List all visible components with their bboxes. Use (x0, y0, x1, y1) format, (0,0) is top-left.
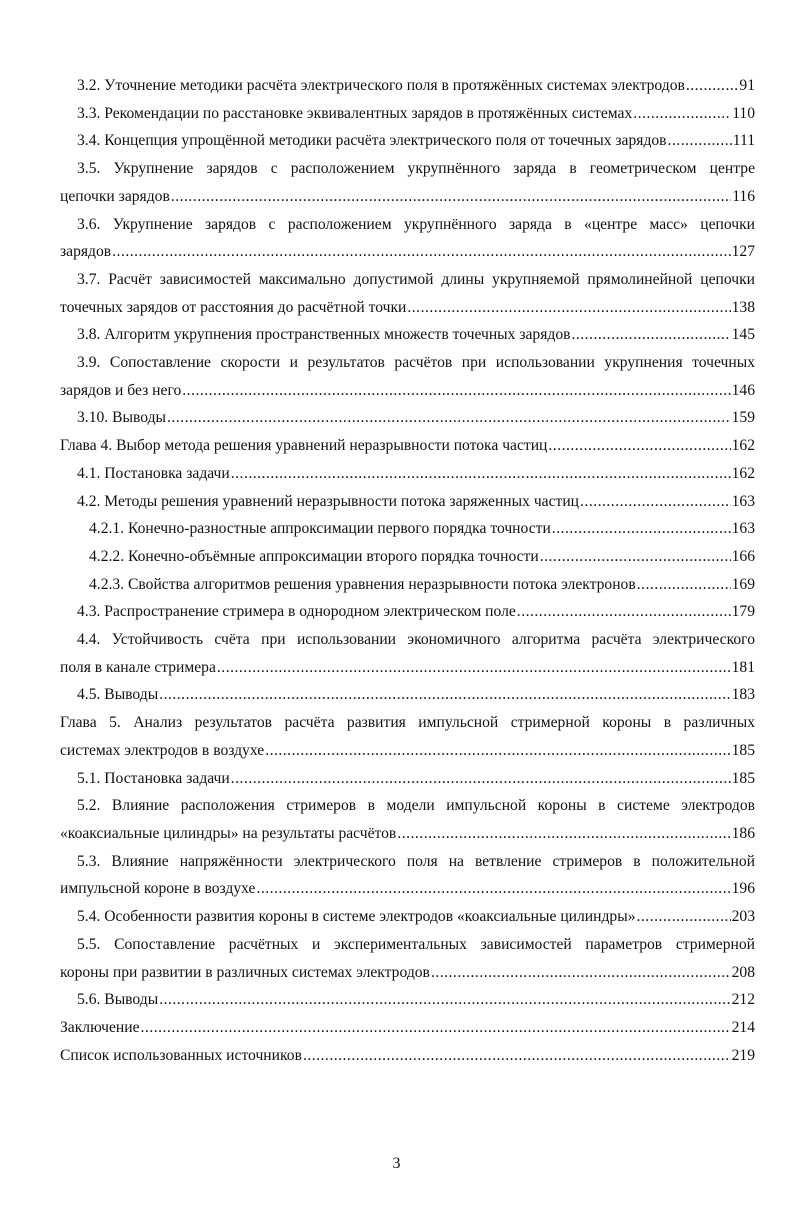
toc-entry-title-continuation: импульсной короне в воздухе (60, 880, 256, 898)
toc-entry-title-line: 5.3. Влияние напряжённости электрического поля на ветвление стримеров в положительной (77, 852, 755, 870)
toc-entry[interactable] (60, 903, 755, 931)
dot-leader (303, 1042, 731, 1070)
toc-entry[interactable] (60, 432, 755, 460)
toc-page-number: 214 (731, 1018, 755, 1036)
toc-entry-title: Заключение (60, 1018, 140, 1036)
toc-page-number: 181 (731, 658, 755, 676)
toc-entry[interactable] (60, 321, 755, 349)
toc-entry-title: 5.1. Постановка задачи (77, 769, 230, 787)
toc-entry-title: 4.1. Постановка задачи (77, 464, 230, 482)
dot-leader (159, 986, 730, 1014)
toc-page-number: 185 (731, 769, 755, 787)
toc-entry[interactable] (60, 488, 755, 516)
toc-page-number: 145 (731, 326, 755, 344)
dot-leader (231, 460, 731, 488)
toc-page-number: 203 (731, 908, 755, 926)
dot-leader (231, 765, 731, 793)
dot-leader (256, 875, 730, 903)
toc-entry-title-line: 3.9. Сопоставление скорости и результатов расчётов при использовании укрупнения точечных (77, 354, 755, 372)
dot-leader (668, 127, 732, 155)
dot-leader (141, 1014, 731, 1042)
toc-page-number: 162 (731, 437, 755, 455)
toc-page-number: 166 (731, 547, 755, 565)
dot-leader (571, 321, 730, 349)
toc-page-number: 212 (731, 991, 755, 1009)
toc-entry-title: 3.10. Выводы (77, 409, 166, 427)
toc-entry[interactable] (60, 515, 755, 543)
toc-page-number: 219 (731, 1046, 755, 1064)
toc-entry[interactable] (60, 681, 755, 709)
toc-entry[interactable] (60, 571, 755, 599)
dot-leader (686, 72, 739, 100)
toc-page-number: 208 (731, 963, 755, 981)
dot-leader (637, 571, 731, 599)
toc-entry-title: 3.2. Уточнение методики расчёта электрического поля в протяжённых системах электродов (77, 77, 685, 94)
toc-entry-title: Список использованных источников (60, 1046, 302, 1064)
toc-entry[interactable] (60, 349, 755, 404)
toc-entry[interactable] (60, 404, 755, 432)
toc-entry-title-continuation: поля в канале стримера (60, 658, 216, 676)
toc-entry[interactable] (60, 543, 755, 571)
dot-leader (431, 959, 731, 987)
dot-leader (407, 294, 730, 322)
toc-page-number: 116 (732, 187, 755, 205)
toc-page-number: 169 (731, 575, 755, 593)
toc-entry[interactable] (60, 211, 755, 266)
page-number: 3 (392, 1155, 401, 1172)
toc-entry[interactable] (60, 765, 755, 793)
toc-entry-title-continuation: точечных зарядов от расстояния до расчётной точки (60, 298, 407, 316)
toc-entry[interactable] (60, 100, 755, 128)
toc-entry-title: 4.2.2. Конечно-объёмные аппроксимации второго порядка точности (89, 547, 539, 565)
toc-entry-title: 4.5. Выводы (77, 686, 159, 704)
dot-leader (633, 100, 731, 128)
dot-leader (217, 654, 731, 682)
toc-entry-title: 3.4. Концепция упрощённой методики расчёта электрического поля от точечных зарядов (77, 132, 667, 150)
toc-page-number: 179 (731, 603, 755, 621)
dot-leader (167, 404, 731, 432)
toc-entry[interactable] (60, 266, 755, 321)
toc-entry-title-line (60, 238, 755, 266)
toc-entry-title-line (60, 377, 755, 405)
toc-entry[interactable] (60, 72, 755, 100)
toc-entry-title-continuation: цепочки зарядов (60, 187, 170, 205)
toc-entry-title: 5.6. Выводы (77, 991, 159, 1009)
toc-entry-title-line (60, 183, 755, 211)
toc-page-number: 183 (731, 686, 755, 704)
dot-leader (552, 515, 731, 543)
dot-leader (517, 598, 731, 626)
toc-entry-title-continuation: системах электродов в воздухе (60, 741, 265, 759)
toc-page-number: 110 (732, 104, 755, 122)
toc-entry-title-line: 5.2. Влияние расположения стримеров в модели импульсной короны в системе электродов (77, 797, 755, 815)
toc-entry-title: Глава 4. Выбор метода решения уравнений неразрывности потока частиц (60, 437, 548, 455)
dot-leader (171, 183, 731, 211)
toc-entry-title-line (60, 959, 755, 987)
toc-page-number: 146 (731, 381, 755, 399)
dot-leader (548, 432, 730, 460)
toc-entry[interactable] (60, 598, 755, 626)
toc-entry[interactable] (60, 848, 755, 903)
toc-entry-title-line (60, 875, 755, 903)
toc-page-number: 127 (731, 243, 755, 261)
toc-page-number: 186 (731, 824, 755, 842)
toc-page-number: 163 (731, 492, 755, 510)
toc-entry-title: 3.3. Рекомендации по расстановке эквивалентных зарядов в протяжённых системах (77, 104, 633, 122)
dot-leader (265, 737, 730, 765)
toc-entry-title-line: Глава 5. Анализ результатов расчёта развития импульсной стримерной короны в различных (60, 714, 755, 732)
toc-entry[interactable] (60, 626, 755, 681)
dot-leader (397, 820, 730, 848)
toc-entry-title: 4.2.1. Конечно-разностные аппроксимации первого порядка точности (89, 520, 551, 538)
toc-entry-title: 4.3. Распространение стримера в однородном электрическом поле (77, 603, 516, 621)
toc-entry-title-line (60, 737, 755, 765)
toc-page-number: 196 (731, 880, 755, 898)
toc-entry[interactable] (60, 460, 755, 488)
toc-entry-title: 4.2. Методы решения уравнений неразрывности потока заряженных частиц (77, 492, 580, 510)
toc-entry-title-continuation: зарядов и без него (60, 381, 182, 399)
toc-entry[interactable] (60, 155, 755, 210)
toc-page-number: 162 (731, 464, 755, 482)
toc-entry[interactable] (60, 1042, 755, 1070)
dot-leader (159, 681, 730, 709)
toc-entry-title-line (60, 294, 755, 322)
toc-entry-title-continuation: «коаксиальные цилиндры» на результаты расчётов (60, 824, 397, 842)
toc-entry-title-line: 5.5. Сопоставление расчётных и экспериментальных зависимостей параметров стримерной (77, 935, 755, 953)
toc-entry[interactable] (60, 1014, 755, 1042)
toc-entry[interactable] (60, 931, 755, 986)
toc-entry-title-continuation: зарядов (60, 243, 112, 261)
toc-entry-title-line: 3.6. Укрупнение зарядов с расположением укрупнённого заряда в «центре масс» цепочки (77, 215, 755, 233)
toc-page-number: 163 (731, 520, 755, 538)
toc-entry-title-line: 4.4. Устойчивость счёта при использовании экономичного алгоритма расчёта электрического (77, 631, 755, 649)
toc-entry-title: 3.8. Алгоритм укрупнения пространственных множеств точечных зарядов (77, 326, 571, 344)
toc-entry-title-line (60, 820, 755, 848)
toc-entry[interactable] (60, 792, 755, 847)
toc-page-number: 138 (731, 298, 755, 316)
toc-page-number: 111 (732, 132, 755, 150)
toc-entry-title-continuation: короны при развитии в различных системах электродов (60, 963, 430, 981)
dot-leader (580, 488, 731, 516)
dot-leader (112, 238, 730, 266)
dot-leader (637, 903, 731, 931)
toc-page-number: 159 (731, 409, 755, 427)
toc-entry-title-line: 3.5. Укрупнение зарядов с расположением укрупнённого заряда в геометрическом центре (77, 160, 755, 178)
toc-entry[interactable] (60, 127, 755, 155)
toc-entry[interactable] (60, 709, 755, 764)
toc-entry-title: 5.4. Особенности развития короны в системе электродов «коаксиальные цилиндры» (77, 908, 636, 926)
toc-entry-title-line: 3.7. Расчёт зависимостей максимально допустимой длины укрупняемой прямолинейной цепочки (77, 270, 755, 288)
toc-page-number: 185 (731, 741, 755, 759)
dot-leader (540, 543, 731, 571)
dot-leader (182, 377, 730, 405)
toc-entry[interactable] (60, 986, 755, 1014)
toc-entry-title-line (60, 654, 755, 682)
toc-entry-title: 4.2.3. Свойства алгоритмов решения уравнения неразрывности потока электронов (89, 575, 636, 593)
table-of-contents (60, 72, 755, 1069)
toc-page-number: 91 (739, 77, 755, 94)
